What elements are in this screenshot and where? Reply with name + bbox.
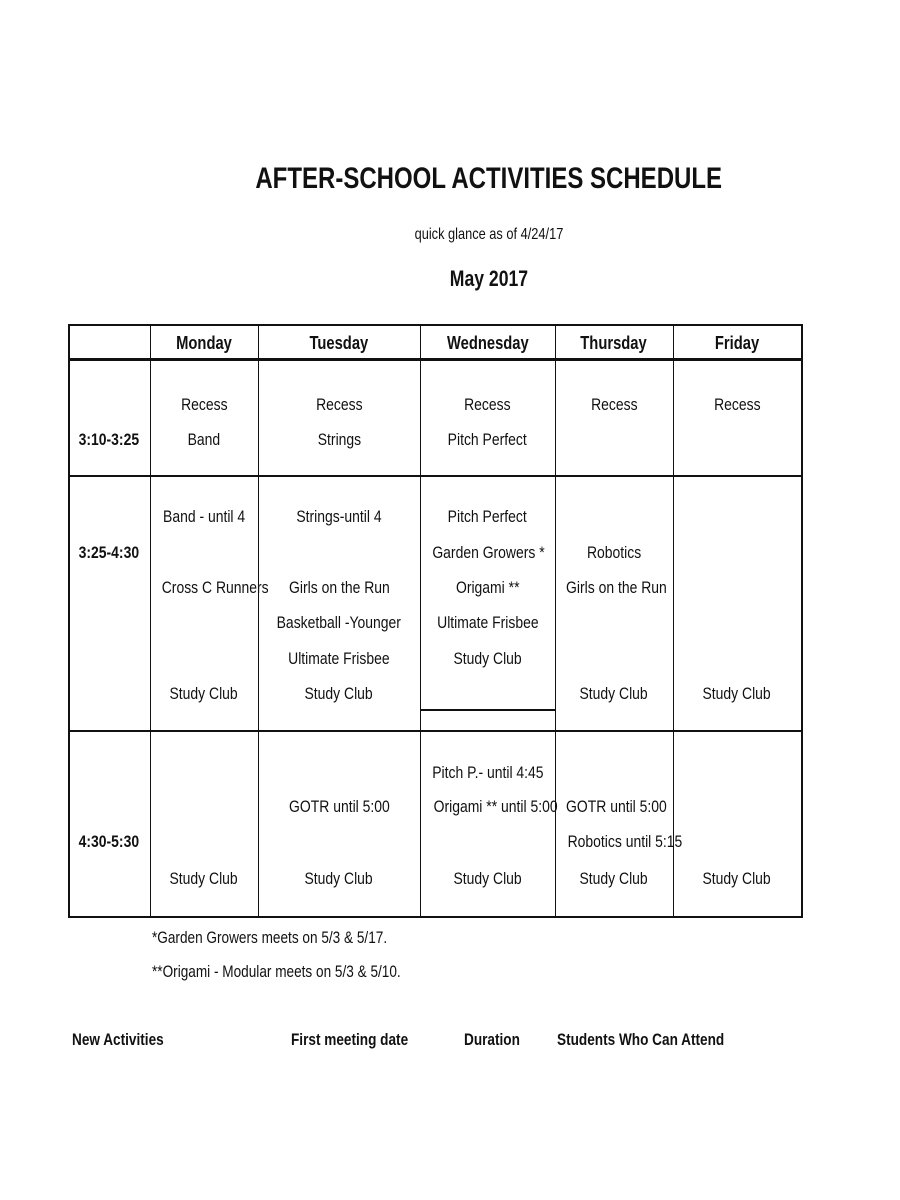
column-divider [801, 324, 803, 918]
activity-entry: Study Club [453, 649, 522, 668]
activity-entry: Recess [713, 395, 761, 414]
activity-entry: Study Club [579, 684, 649, 703]
page-title: AFTER-SCHOOL ACTIVITIES SCHEDULE [255, 162, 723, 195]
wednesday-inner-divider [420, 709, 555, 711]
day-header-monday: Monday [176, 333, 232, 353]
day-header-thursday: Thursday [580, 333, 648, 353]
activity-entry: Recess [464, 395, 511, 414]
first-meeting-date-header: First meeting date [291, 1030, 409, 1049]
activity-entry: Robotics [586, 543, 642, 562]
row-divider [68, 475, 803, 477]
activity-entry: Study Club [579, 869, 649, 888]
page-subtitle: quick glance as of 4/24/17 [414, 226, 564, 243]
month-heading: May 2017 [449, 266, 529, 291]
table-top-border [68, 324, 803, 326]
activity-entry: Study Club [304, 869, 374, 888]
activity-entry: Pitch Perfect [447, 507, 528, 526]
activity-entry: Origami ** [455, 578, 520, 597]
activity-entry: Study Club [304, 684, 374, 703]
activity-entry: Robotics until 5:15 [567, 832, 683, 851]
activity-entry: Study Club [169, 684, 239, 703]
activity-entry: Origami ** until 5:00 [433, 797, 558, 816]
activity-entry: Strings-until 4 [296, 507, 382, 526]
day-header-wednesday: Wednesday [446, 333, 529, 353]
day-header-friday: Friday [714, 333, 760, 353]
new-activities-header: New Activities [72, 1030, 164, 1049]
activity-entry: Recess [180, 395, 228, 414]
row-divider [68, 730, 803, 732]
table-bottom-border [68, 916, 803, 918]
activity-entry: Study Club [169, 869, 239, 888]
activity-entry: Pitch P.- until 4:45 [432, 763, 544, 782]
activity-entry: Garden Growers * [432, 543, 545, 562]
time-slot-label: 3:25-4:30 [78, 543, 140, 562]
activity-entry: Recess [315, 395, 363, 414]
activity-entry: Study Club [702, 869, 772, 888]
activity-entry: GOTR until 5:00 [288, 797, 390, 816]
activity-entry: Recess [590, 395, 638, 414]
activity-entry: Study Club [702, 684, 772, 703]
activity-entry: Cross C Runners [161, 578, 269, 597]
activity-entry: Band - until 4 [162, 507, 246, 526]
header-bottom-border [68, 358, 803, 361]
day-header-tuesday: Tuesday [309, 333, 369, 353]
column-divider [68, 324, 70, 918]
activity-entry: GOTR until 5:00 [566, 797, 667, 816]
activity-entry: Pitch Perfect [447, 430, 528, 449]
activity-entry: Ultimate Frisbee [288, 649, 390, 668]
activity-entry: Girls on the Run [288, 578, 390, 597]
activity-entry: Basketball -Younger [276, 613, 402, 632]
time-slot-label: 4:30-5:30 [78, 832, 140, 851]
activity-entry: Band [187, 430, 221, 449]
activity-entry: Strings [317, 430, 361, 449]
activity-entry: Girls on the Run [566, 578, 667, 597]
duration-header: Duration [464, 1030, 520, 1049]
footnote-origami: **Origami - Modular meets on 5/3 & 5/10. [152, 962, 401, 981]
activity-entry: Ultimate Frisbee [436, 613, 539, 632]
time-slot-label: 3:10-3:25 [78, 430, 140, 449]
students-who-can-attend-header: Students Who Can Attend [557, 1030, 725, 1049]
footnote-garden-growers: *Garden Growers meets on 5/3 & 5/17. [152, 928, 388, 947]
activity-entry: Study Club [453, 869, 522, 888]
